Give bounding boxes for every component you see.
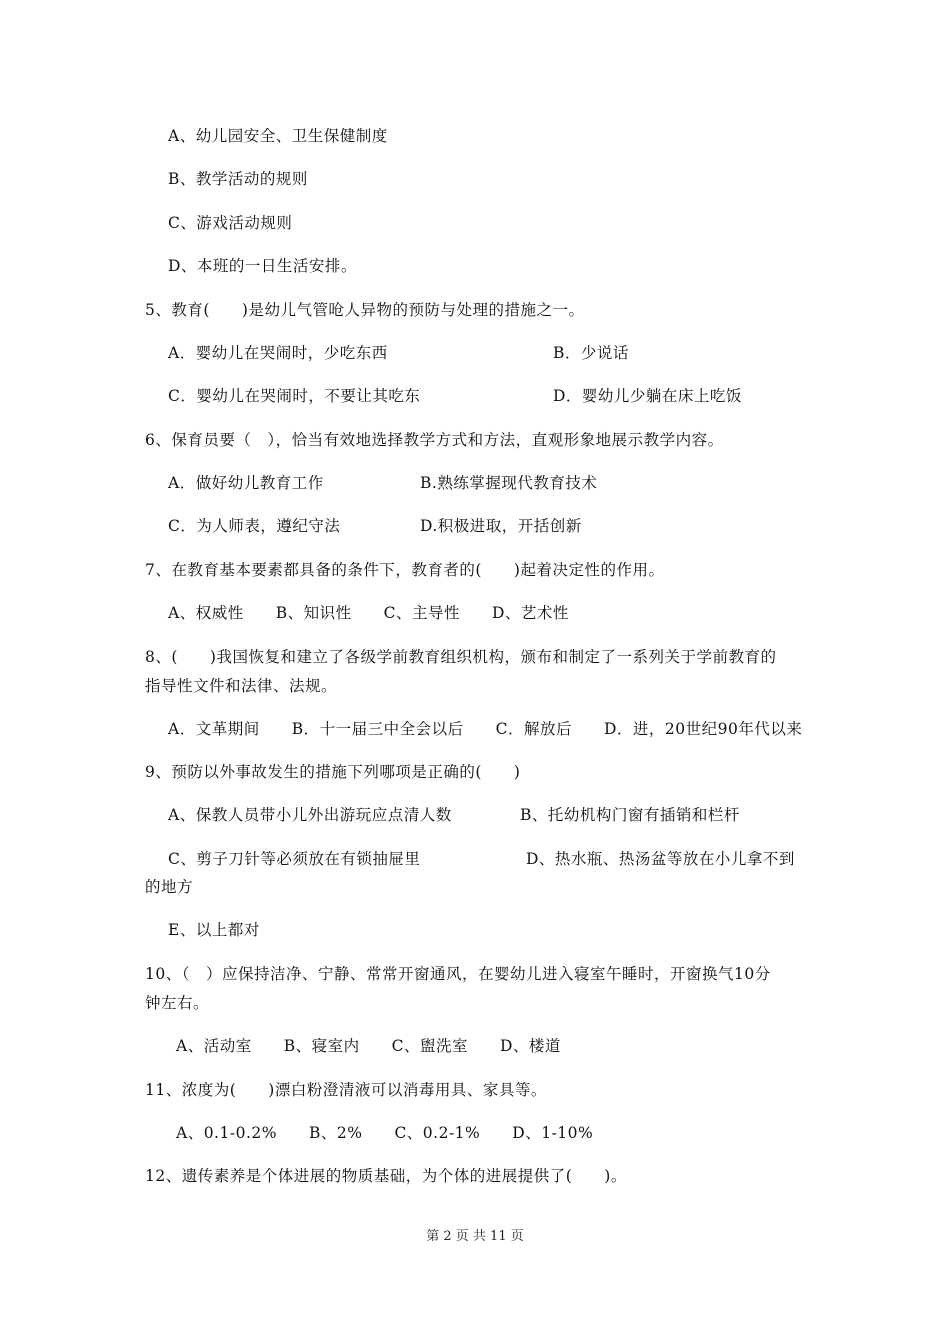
q9-option-b: B、托幼机构门窗有插销和栏杆	[520, 806, 740, 824]
q7-options: A、权威性 B、知识性 C、主导性 D、艺术性	[168, 604, 569, 622]
q11-options: A、0.1-0.2% B、2% C、0.2-1% D、1-10%	[176, 1124, 594, 1142]
q8-options: A．文革期间 B．十一届三中全会以后 C．解放后 D．进，20世纪90年代以来	[168, 720, 803, 738]
q6-option-a: A．做好幼儿教育工作	[168, 474, 324, 492]
option-a: A、幼儿园安全、卫生保健制度	[168, 127, 388, 145]
question-10-line-2: 钟左右。	[145, 994, 210, 1012]
option-c: C、游戏活动规则	[168, 214, 293, 232]
q9-option-a: A、保教人员带小儿外出游玩应点清人数	[168, 806, 452, 824]
page-footer: 第 2 页 共 11 页	[426, 1229, 524, 1244]
q5-option-b: B．少说话	[553, 344, 629, 362]
q9-option-c: C、剪子刀针等必须放在有锁抽屉里	[168, 850, 421, 868]
question-6: 6、保育员要（ ），恰当有效地选择教学方式和方法，直观形象地展示教学内容。	[145, 431, 724, 449]
question-8-line-1: 8、( )我国恢复和建立了各级学前教育组织机构，颁布和制定了一系列关于学前教育的	[145, 648, 777, 666]
q10-options: A、活动室 B、寝室内 C、盥洗室 D、楼道	[176, 1037, 561, 1055]
q9-option-d: D、热水瓶、热汤盆等放在小儿拿不到	[526, 850, 795, 868]
question-12: 12、遗传素养是个体进展的物质基础，为个体的进展提供了( )。	[145, 1167, 627, 1185]
q5-option-c: C．婴幼儿在哭闹时，不要让其吃东	[168, 387, 421, 405]
q5-option-d: D．婴幼儿少躺在床上吃饭	[553, 387, 742, 405]
q5-option-a: A．婴幼儿在哭闹时，少吃东西	[168, 344, 388, 362]
question-7: 7、在教育基本要素都具备的条件下，教育者的( )起着决定性的作用。	[145, 561, 665, 579]
q6-option-c: C．为人师表，遵纪守法	[168, 517, 341, 535]
question-5: 5、教育( )是幼儿气管呛人异物的预防与处理的措施之一。	[145, 301, 585, 319]
question-10-line-1: 10、（ ）应保持洁净、宁静、常常开窗通风，在婴幼儿进入寝室午睡时，开窗换气10分	[145, 965, 771, 983]
q6-option-b: B.熟练掌握现代教育技术	[420, 474, 598, 492]
option-b: B、教学活动的规则	[168, 170, 308, 188]
question-11: 11、浓度为( )漂白粉澄清液可以消毒用具、家具等。	[145, 1081, 547, 1099]
question-9: 9、预防以外事故发生的措施下列哪项是正确的( )	[145, 763, 521, 781]
q6-option-d: D.积极进取，开括创新	[420, 517, 582, 535]
option-d: D、本班的一日生活安排。	[168, 257, 357, 275]
question-8-line-2: 指导性文件和法律、法规。	[145, 677, 338, 695]
q9-option-d-continued: 的地方	[145, 878, 194, 896]
q9-option-e: E、以上都对	[168, 921, 260, 939]
